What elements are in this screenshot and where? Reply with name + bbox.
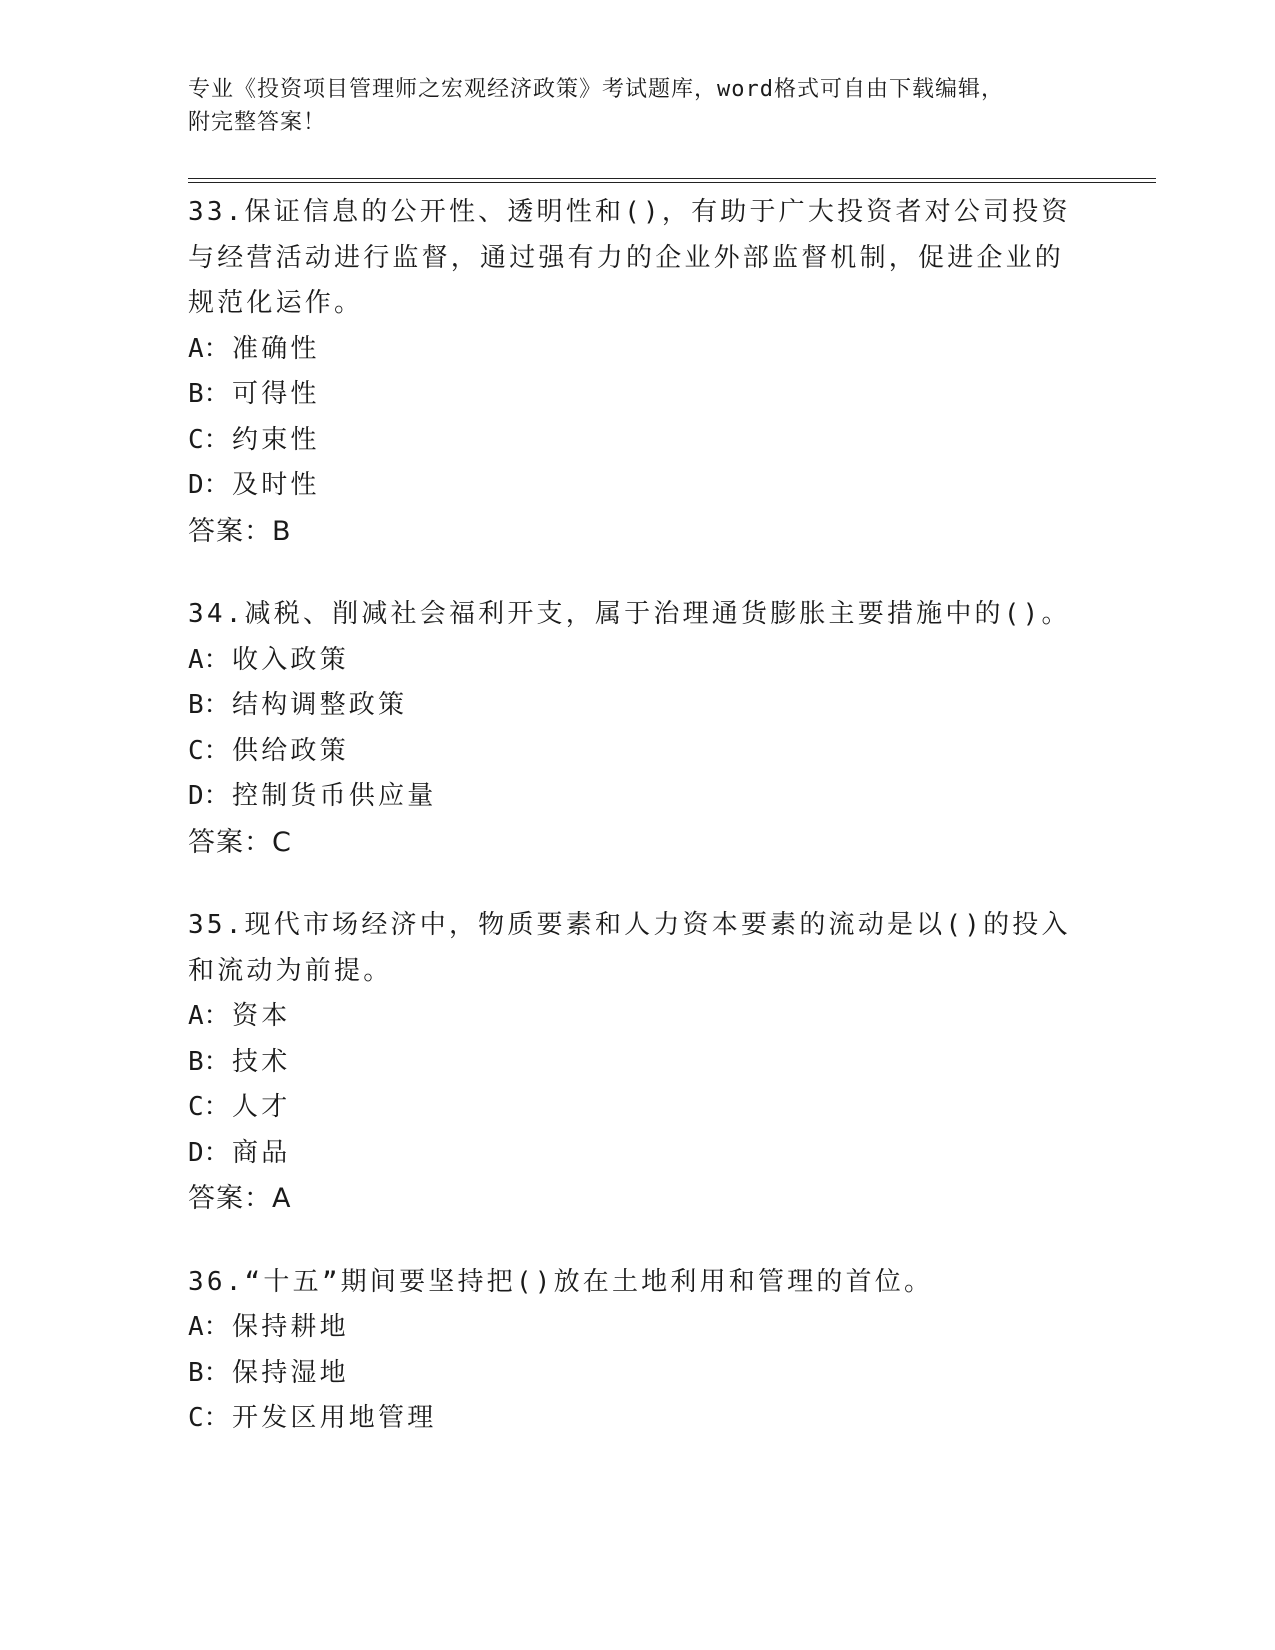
question-stem: 36.“十五”期间要坚持把()放在土地利用和管理的首位。 <box>188 1266 934 1297</box>
question-list <box>188 190 1088 1480</box>
option-a <box>188 1305 1088 1351</box>
answer: 答案：B <box>188 515 292 547</box>
option-text: 可得性 <box>232 379 320 409</box>
option-key: A： <box>188 1312 230 1342</box>
option-a <box>188 994 1088 1040</box>
option-text: 收入政策 <box>232 644 349 675</box>
option-key: A： <box>188 1001 230 1031</box>
option-text: 供给政策 <box>232 735 349 766</box>
option-b <box>188 1040 1088 1086</box>
option-key: C： <box>188 735 230 766</box>
answer: 答案：A <box>188 1183 292 1214</box>
option-d <box>188 463 1088 509</box>
header-line-2: 附完整答案！ <box>188 110 327 135</box>
option-a <box>188 638 1088 684</box>
option-text: 准确性 <box>232 333 320 364</box>
option-d <box>188 774 1088 820</box>
question-stem: 35.现代市场经济中，物质要素和人力资本要素的流动是以()的投入和流动为前提。 <box>188 910 1071 986</box>
option-text: 资本 <box>232 1001 291 1031</box>
document-header <box>188 73 1088 139</box>
question-33 <box>188 190 1088 554</box>
option-text: 约束性 <box>232 424 320 455</box>
option-a <box>188 327 1088 373</box>
option-c <box>188 1396 1088 1442</box>
option-key: B： <box>188 690 230 720</box>
question-34 <box>188 592 1088 865</box>
option-text: 保持耕地 <box>232 1312 349 1342</box>
option-b <box>188 683 1088 729</box>
option-key: A： <box>188 333 230 364</box>
option-text: 人才 <box>232 1092 291 1122</box>
option-text: 开发区用地管理 <box>232 1403 437 1433</box>
option-b <box>188 1351 1088 1397</box>
option-c <box>188 1085 1088 1131</box>
question-stem: 33.保证信息的公开性、透明性和()，有助于广大投资者对公司投资与经营活动进行监督，通过强有力的企业外部监督机制，促进企业的规范化运作。 <box>188 197 1071 318</box>
header-divider <box>188 178 1156 183</box>
option-key: D： <box>188 470 230 500</box>
option-key: B： <box>188 379 230 409</box>
option-b <box>188 372 1088 418</box>
option-text: 商品 <box>232 1137 291 1168</box>
option-key: B： <box>188 1357 230 1388</box>
option-text: 控制货币供应量 <box>232 781 437 811</box>
answer: 答案：C <box>188 826 292 858</box>
option-c <box>188 729 1088 775</box>
header-line-1: 专业《投资项目管理师之宏观经济政策》考试题库，word格式可自由下载编辑， <box>188 77 1004 102</box>
option-text: 保持湿地 <box>232 1357 349 1388</box>
option-key: C： <box>188 1092 230 1122</box>
option-key: C： <box>188 1403 230 1433</box>
option-d <box>188 1131 1088 1177</box>
option-key: B： <box>188 1046 230 1077</box>
option-c <box>188 418 1088 464</box>
option-key: C： <box>188 424 230 455</box>
option-text: 结构调整政策 <box>232 690 408 720</box>
option-text: 技术 <box>232 1046 291 1077</box>
question-35 <box>188 903 1088 1222</box>
question-36 <box>188 1260 1088 1442</box>
option-key: D： <box>188 781 230 811</box>
option-text: 及时性 <box>232 470 320 500</box>
option-key: D： <box>188 1137 230 1168</box>
question-stem: 34.减税、削减社会福利开支，属于治理通货膨胀主要措施中的()。 <box>188 599 1071 629</box>
option-key: A： <box>188 644 230 675</box>
